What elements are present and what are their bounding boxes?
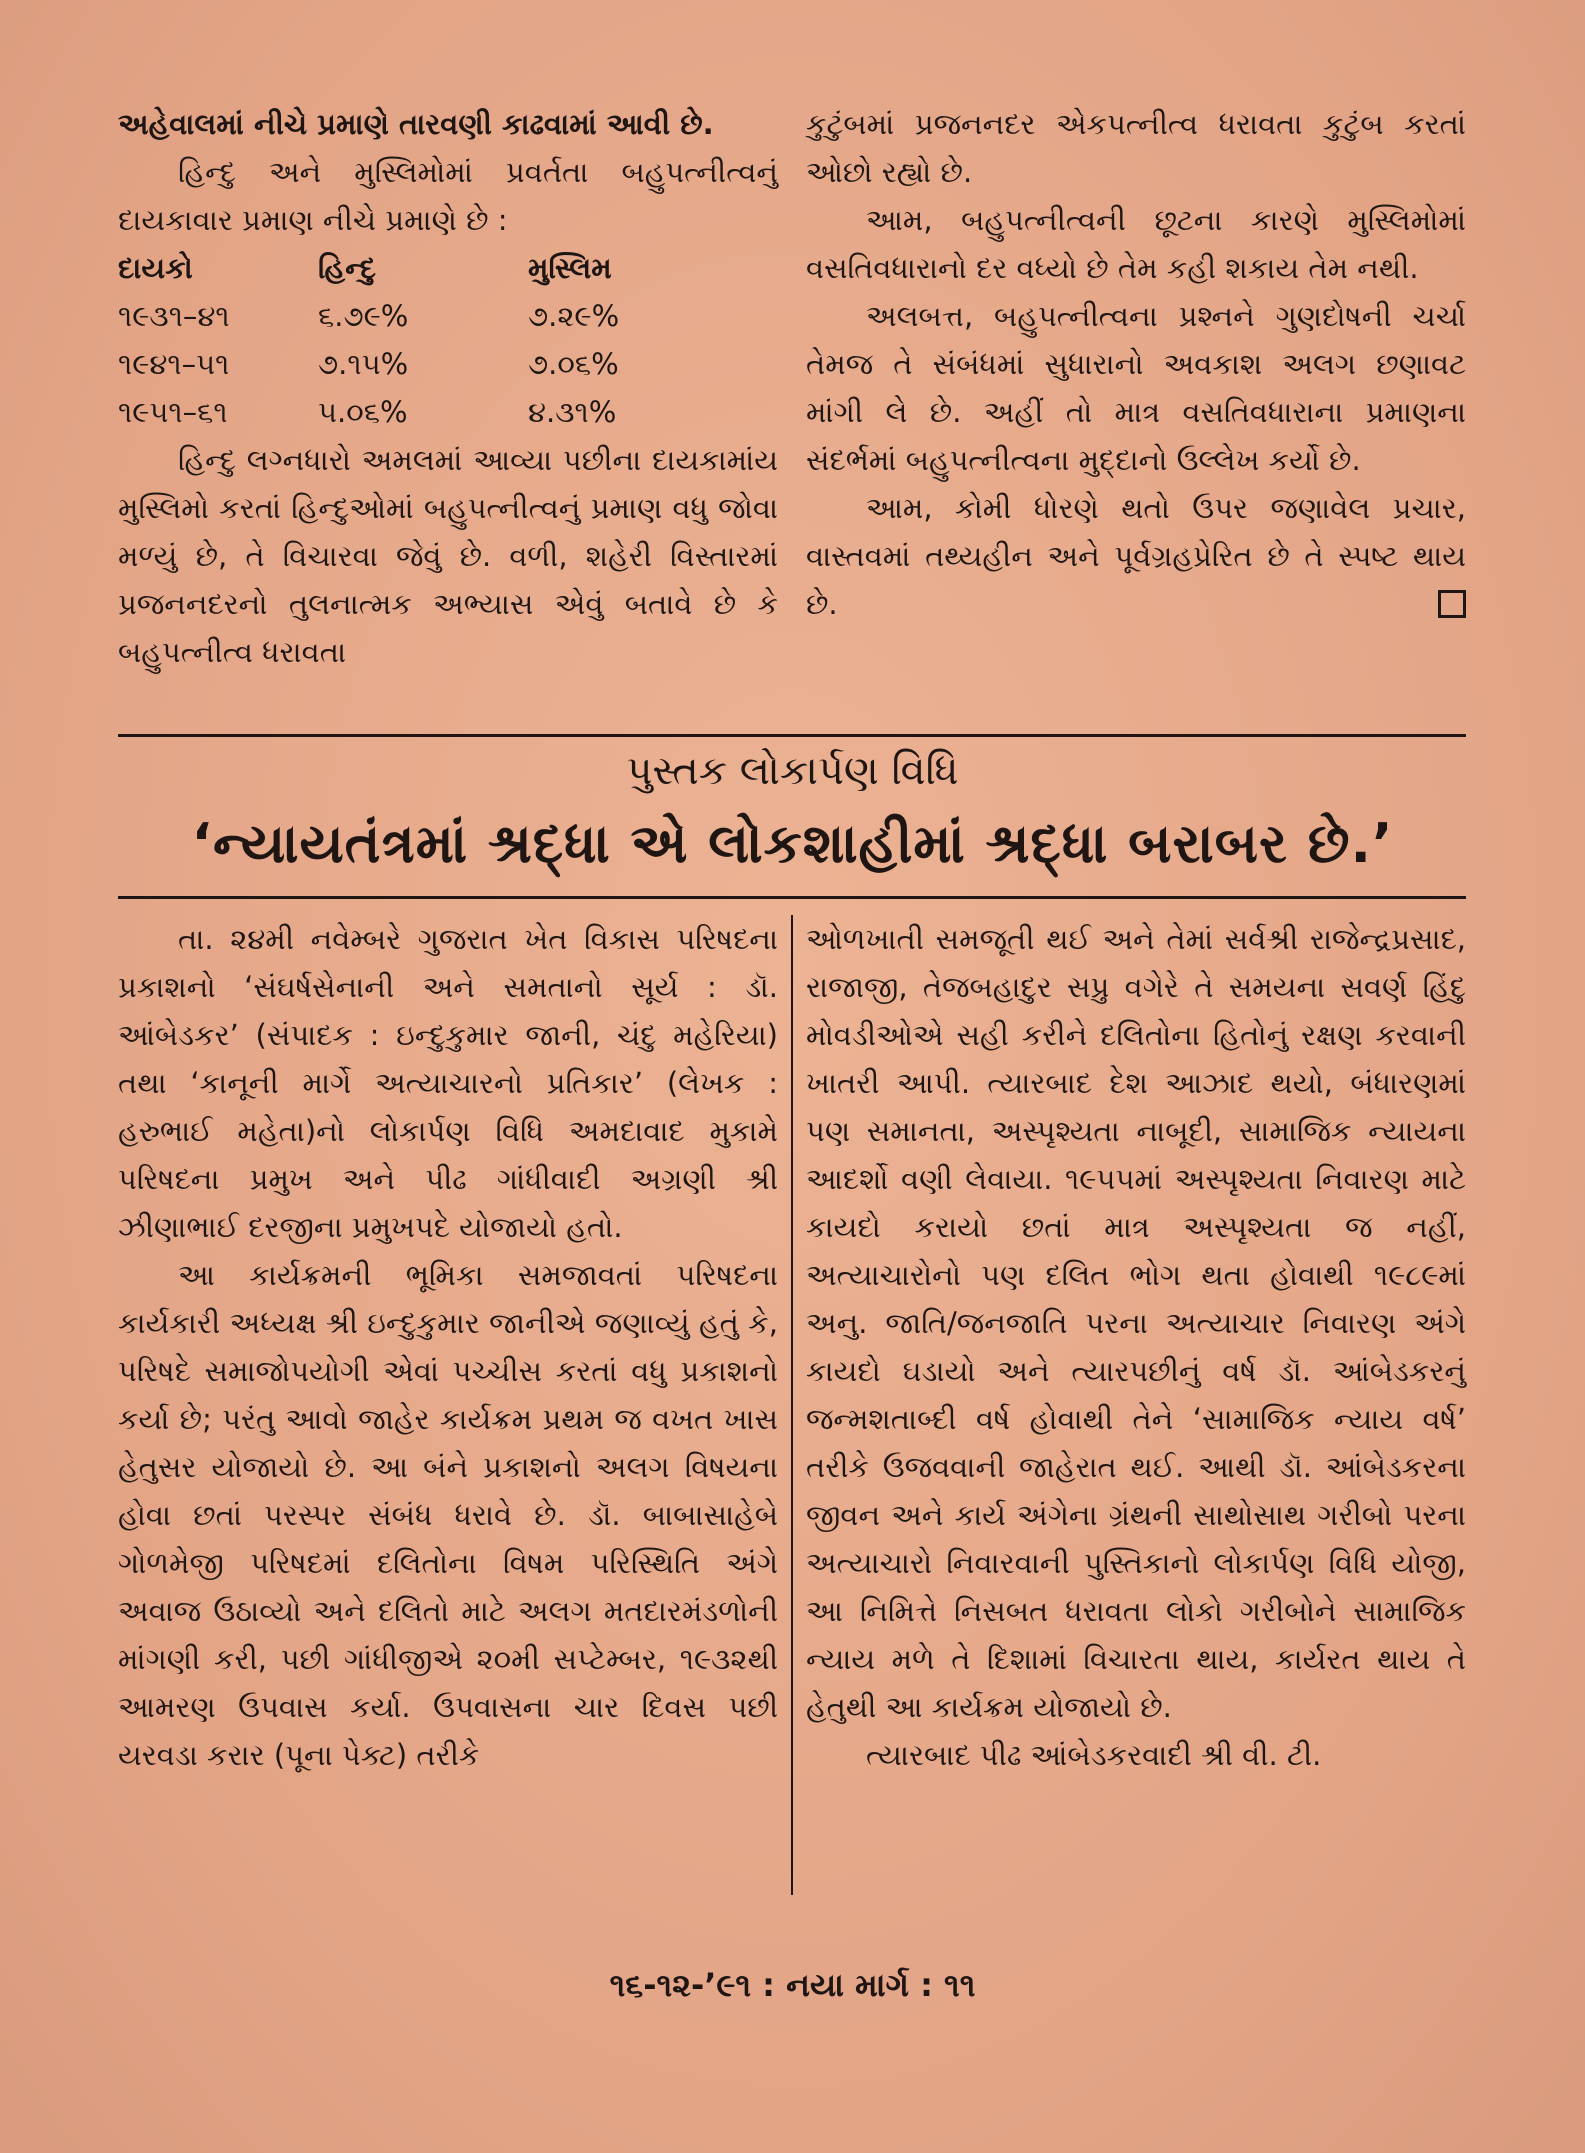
table-row bbox=[118, 340, 768, 388]
table-cell: ૭.૧૫% bbox=[318, 347, 409, 381]
table-header-hindu: હિન્દુ bbox=[318, 251, 376, 285]
article-headline: ‘ન્યાયતંત્રમાં શ્રદ્ધા એ લોકશાહીમાં શ્રદ્ધા બરાબર છે.’ bbox=[191, 812, 1394, 875]
table-header-decade: દાયકો bbox=[118, 251, 193, 285]
end-mark-box-icon bbox=[1438, 590, 1466, 618]
headline-rule bbox=[118, 896, 1466, 899]
table-cell: ૫.૦૬% bbox=[318, 395, 408, 429]
table-header-row bbox=[118, 244, 768, 292]
polygamy-table bbox=[118, 244, 768, 436]
top-right-column bbox=[806, 100, 1466, 628]
bottom-right-p2: ત્યારબાદ પીઢ આંબેડકરવાદી શ્રી વી. ટી. bbox=[866, 1738, 1322, 1772]
column-divider bbox=[791, 915, 793, 1895]
top-left-line1: અહેવાલમાં નીચે પ્રમાણે તારવણી કાઢવામાં આવી છે. bbox=[118, 107, 714, 141]
bottom-left-p1: તા. ૨૪મી નવેમ્બરે ગુજરાત ખેત વિકાસ પરિષદના પ્રકાશનો ‘સંઘર્ષસેનાની અને સમતાનો સૂર્ય : ડૉ. આંબેડકર’ (સંપાદક : ઇન્દુકુમાર જાની, ચંદુ મહેરિયા) તથા ‘કાનૂની માર્ગે અત્યાચારનો પ્રતિકાર’ (લેખક : હરુભાઈ મહેતા)નો લોકાર્પણ વિધિ અમદાવાદ મુકામે પરિષદના પ્રમુખ અને પીઢ ગાંધીવાદી અગ્રણી શ્રી ઝીણાભાઈ દરજીના પ્રમુખપદે યોજાયો હતો. bbox=[118, 922, 778, 1244]
top-right-p4-text: આમ, કોમી ધોરણે થતો ઉપર જણાવેલ પ્રચાર, વાસ્તવમાં તથ્યહીન અને પૂર્વગ્રહપ્રેરિત છે તે સ્પષ્ટ થાય છે. bbox=[806, 491, 1466, 621]
table-cell: ૧૯૫૧–૬૧ bbox=[118, 395, 228, 429]
top-left-column bbox=[118, 100, 778, 676]
table-cell: ૪.૩૧% bbox=[528, 395, 617, 429]
table-cell: ૧૯૪૧–૫૧ bbox=[118, 347, 230, 381]
article-kicker: પુસ્તક લોકાર્પણ વિધિ bbox=[626, 748, 959, 794]
table-row bbox=[118, 292, 768, 340]
section-divider-top bbox=[118, 734, 1466, 737]
bottom-left-p2: આ કાર્યક્રમની ભૂમિકા સમજાવતાં પરિષદના કાર્યકારી અધ્યક્ષ શ્રી ઇન્દુકુમાર જાનીએ જણાવ્યું હતું કે, પરિષદે સમાજોપયોગી એવાં પચ્ચીસ કરતાં વધુ પ્રકાશનો કર્યા છે; પરંતુ આવો જાહેર કાર્યક્રમ પ્રથમ જ વખત ખાસ હેતુસર યોજાયો છે. આ બંને પ્રકાશનો અલગ વિષયના હોવા છતાં પરસ્પર સંબંધ ધરાવે છે. ડૉ. બાબાસાહેબે ગોળમેજી પરિષદમાં દલિતોના વિષમ પરિસ્થિતિ અંગે અવાજ ઉઠાવ્યો અને દલિતો માટે અલગ મતદારમંડળોની માંગણી કરી, પછી ગાંધીજીએ ૨૦મી સપ્ટેમ્બર, ૧૯૩૨થી આમરણ ઉપવાસ કર્યા. ઉપવાસના ચાર દિવસ પછી યરવડા કરાર (પૂના પેક્ટ) તરીકે bbox=[118, 1258, 778, 1772]
table-cell: ૭.૦૬% bbox=[528, 347, 619, 381]
table-cell: ૬.૭૯% bbox=[318, 299, 409, 333]
table-cell: ૧૯૩૧–૪૧ bbox=[118, 299, 230, 333]
bottom-right-column bbox=[806, 915, 1466, 1779]
top-right-p1: કુટુંબમાં પ્રજનનદર એકપત્નીત્વ ધરાવતા કુટુંબ કરતાં ઓછો રહ્યો છે. bbox=[806, 107, 1466, 189]
top-right-p4 bbox=[806, 484, 1466, 628]
top-left-intro: હિન્દુ અને મુસ્લિમોમાં પ્રવર્તતા બહુપત્નીત્વનું દાયકાવાર પ્રમાણ નીચે પ્રમાણે છે : bbox=[118, 155, 778, 237]
bottom-left-column bbox=[118, 915, 778, 1779]
table-cell: ૭.૨૯% bbox=[528, 299, 620, 333]
top-right-p2: આમ, બહુપત્નીત્વની છૂટના કારણે મુસ્લિમોમાં વસતિવધારાનો દર વધ્યો છે તેમ કહી શકાય તેમ નથી. bbox=[806, 203, 1466, 285]
top-right-p3: અલબત્ત, બહુપત્નીત્વના પ્રશ્નને ગુણદોષની ચર્ચા તેમજ તે સંબંધમાં સુધારાનો અવકાશ અલગ છણાવટ માંગી લે છે. અહીં તો માત્ર વસતિવધારાના પ્રમાણના સંદર્ભમાં બહુપત્નીત્વના મુદ્દાનો ઉલ્લેખ કર્યો છે. bbox=[806, 299, 1466, 477]
bottom-right-p1: ઓળખાતી સમજૂતી થઈ અને તેમાં સર્વશ્રી રાજેન્દ્રપ્રસાદ, રાજાજી, તેજબહાદુર સપ્રુ વગેરે તે સમયના સવર્ણ હિંદુ મોવડીઓએ સહી કરીને દલિતોના હિતોનું રક્ષણ કરવાની ખાતરી આપી. ત્યારબાદ દેશ આઝાદ થયો, બંધારણમાં પણ સમાનતા, અસ્પૃશ્યતા નાબૂદી, સામાજિક ન્યાયના આદર્શો વણી લેવાયા. ૧૯૫૫માં અસ્પૃશ્યતા નિવારણ માટે કાયદો કરાયો છતાં માત્ર અસ્પૃશ્યતા જ નહીં, અત્યાચારોનો પણ દલિત ભોગ થતા હોવાથી ૧૯૮૯માં અનુ. જાતિ/જનજાતિ પરના અત્યાચાર નિવારણ અંગે કાયદો ઘડાયો અને ત્યારપછીનું વર્ષ ડૉ. આંબેડકરનું જન્મશતાબ્દી વર્ષ હોવાથી તેને ‘સામાજિક ન્યાય વર્ષ’ તરીકે ઉજવવાની જાહેરાત થઈ. આથી ડૉ. આંબેડકરના જીવન અને કાર્ય અંગેના ગ્રંથની સાથોસાથ ગરીબો પરના અત્યાચારો નિવારવાની પુસ્તિકાનો લોકાર્પણ વિધિ યોજી, આ નિમિત્તે નિસબત ધરાવતા લોકો ગરીબોને સામાજિક ન્યાય મળે તે દિશામાં વિચારતા થાય, કાર્યરત થાય તે હેતુથી આ કાર્યક્રમ યોજાયો છે. bbox=[806, 922, 1466, 1724]
table-header-muslim: મુસ્લિમ bbox=[528, 251, 612, 285]
table-row bbox=[118, 388, 768, 436]
top-left-paragraph: હિન્દુ લગ્નધારો અમલમાં આવ્યા પછીના દાયકામાંય મુસ્લિમો કરતાં હિન્દુઓમાં બહુપત્નીત્વનું પ્રમાણ વધુ જોવા મળ્યું છે, તે વિચારવા જેવું છે. વળી, શહેરી વિસ્તારમાં પ્રજનનદરનો તુલનાત્મક અભ્યાસ એવું બતાવે છે કે બહુપત્નીત્વ ધરાવતા bbox=[118, 443, 778, 669]
page-footer: ૧૬-૧૨-’૯૧ : નયા માર્ગ : ૧૧ bbox=[609, 1966, 976, 2004]
